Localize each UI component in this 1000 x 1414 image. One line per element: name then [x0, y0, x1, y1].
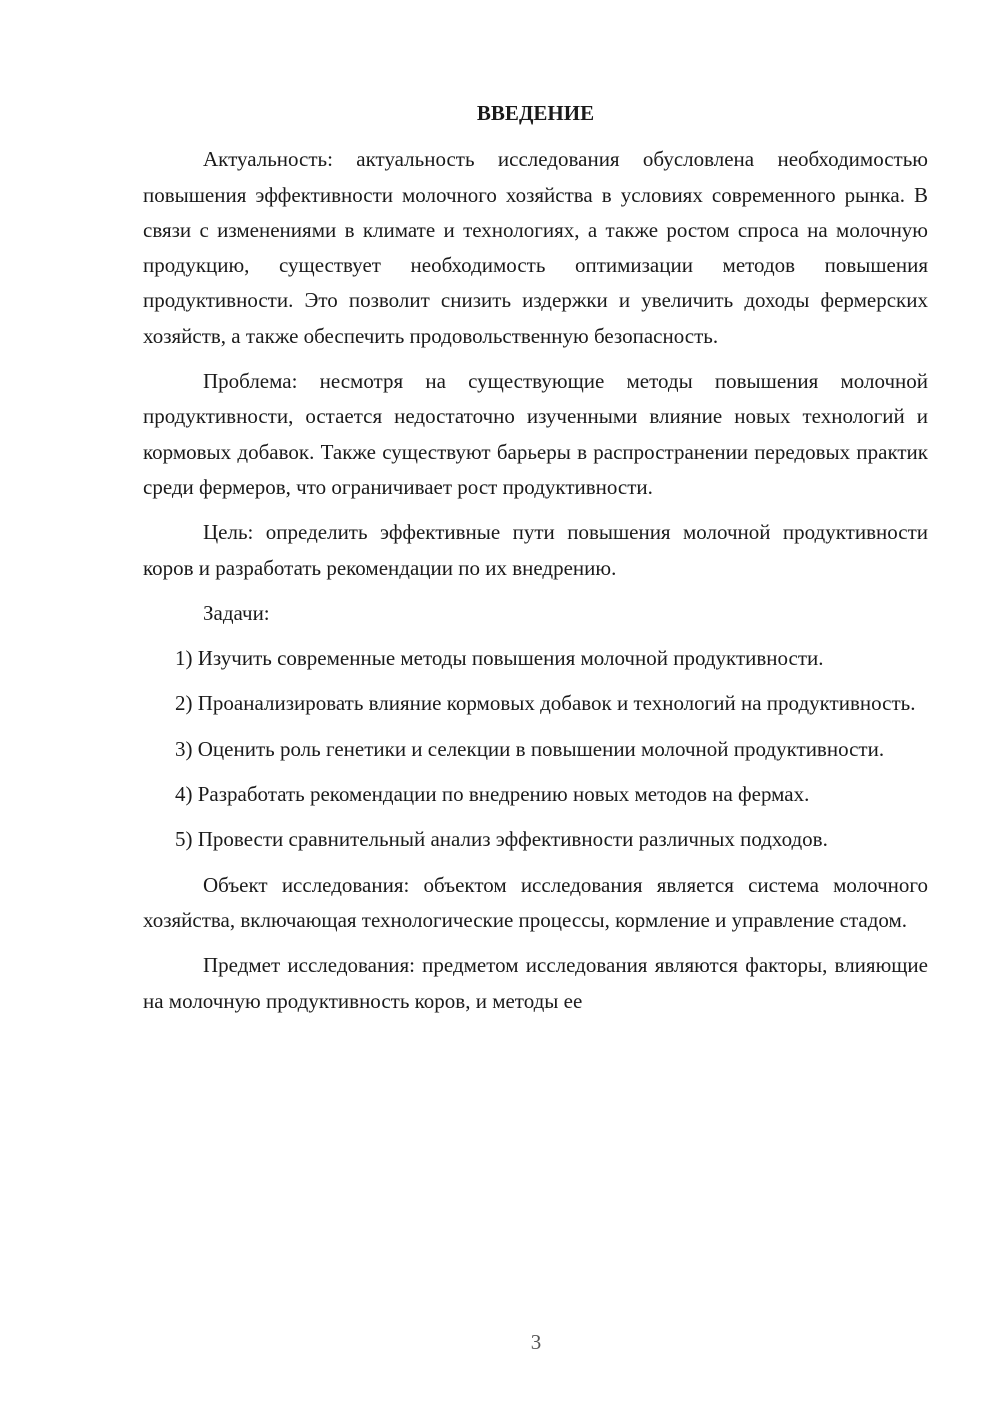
paragraph-object: Объект исследования: объектом исследования является система молочного хозяйства, включающая технологические процессы, кормление и управление стадом. — [143, 872, 928, 932]
tasks-heading: Задачи: — [203, 600, 270, 625]
paragraph-subject: Предмет исследования: предметом исследования являются факторы, влияющие на молочную продуктивность коров, и методы ее — [143, 953, 928, 1013]
paragraph-relevance: Актуальность: актуальность исследования обусловлена необходимостью повышения эффективности молочного хозяйства в условиях современного рынка. В связи с изменениями в климате и технологиях, а также ростом спроса на молочную продукцию, существует необходимость оптимизации методов повышения продуктивности. Это позволит снизить издержки и увеличить доходы фермерских хозяйств, а также обеспечить продовольственную безопасность. — [143, 147, 928, 348]
task-item-5: 5) Провести сравнительный анализ эффективности различных подходов. — [175, 827, 828, 852]
task-item-2: 2) Проанализировать влияние кормовых добавок и технологий на продуктивность. — [175, 691, 916, 716]
page-title: ВВЕДЕНИЕ — [476, 101, 595, 125]
task-item-4: 4) Разработать рекомендации по внедрению новых методов на фермах. — [175, 782, 810, 807]
task-item-3: 3) Оценить роль генетики и селекции в повышении молочной продуктивности. — [175, 736, 885, 761]
page-number: 3 — [530, 1330, 542, 1354]
paragraph-goal: Цель: определить эффективные пути повышения молочной продуктивности коров и разработать рекомендации по их внедрению. — [143, 520, 928, 580]
paragraph-problem: Проблема: несмотря на существующие методы повышения молочной продуктивности, остается недостаточно изученными влияние новых технологий и кормовых добавок. Также существуют барьеры в распространении передовых практик среди фермеров, что ограничивает рост продуктивности. — [143, 369, 928, 499]
document-page — [143, 96, 928, 1029]
task-item-1: 1) Изучить современные методы повышения молочной продуктивности. — [175, 646, 824, 671]
